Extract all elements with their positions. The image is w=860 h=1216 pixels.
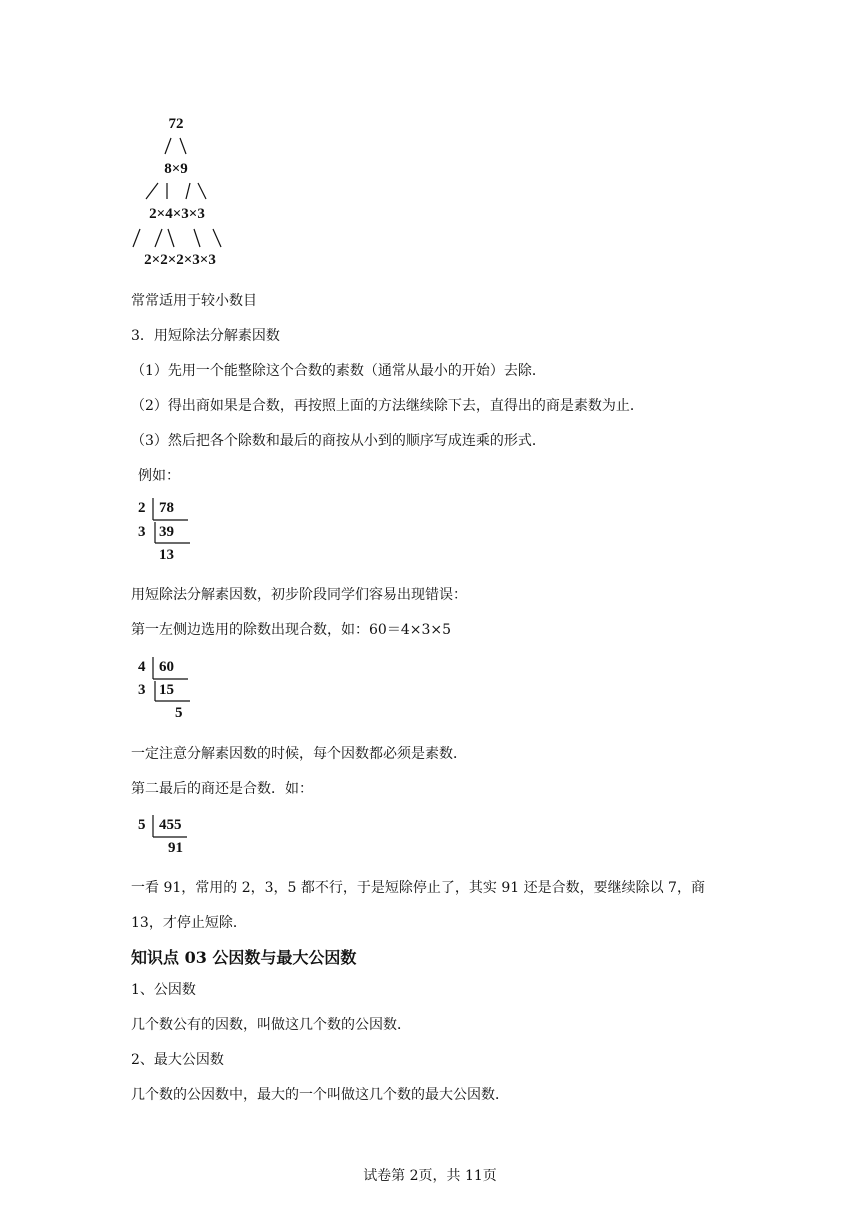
error-1: 第一左侧边选用的除数出现合数，如：60＝4×3×5	[131, 622, 451, 638]
subheading-common-factor: 1、公因数	[131, 982, 196, 998]
tree-level-3: 2×4×3×3	[149, 206, 205, 222]
step-1: （1）先用一个能整除这个合数的素数（通常从最小的开始）去除．	[131, 363, 546, 379]
note-2-line-1: 一看 91，常用的 2，3，5 都不行，于是短除停止了，其实 91 还是合数，要继续除以 7，商	[131, 880, 705, 896]
dividend: 455	[159, 817, 182, 833]
errors-intro: 用短除法分解素因数，初步阶段同学们容易出现错误：	[131, 587, 467, 603]
quotient: 91	[168, 840, 183, 856]
step-3: （3）然后把各个除数和最后的商按从小到的顺序写成连乘的形式．	[131, 433, 546, 449]
divisor: 2	[138, 500, 146, 516]
tree-level-4: 2×2×2×3×3	[144, 252, 216, 268]
error-2: 第二最后的商还是合数．如：	[131, 781, 313, 797]
definition-gcd: 几个数的公因数中，最大的一个叫做这几个数的最大公因数．	[131, 1087, 509, 1103]
subheading-gcd: 2、最大公因数	[131, 1052, 224, 1068]
note-2-line-2: 13，才停止短除．	[131, 915, 247, 931]
quotient: 5	[175, 705, 183, 721]
dividend: 78	[159, 500, 174, 516]
note-1: 一定注意分解素因数的时候，每个因数都必须是素数．	[131, 746, 467, 762]
dividend: 15	[159, 682, 174, 698]
example-label: 例如：	[138, 468, 180, 484]
section3-title: 3．用短除法分解素因数	[131, 328, 280, 344]
dividend: 60	[159, 659, 174, 675]
divisor: 5	[138, 817, 146, 833]
tree-note: 常常适用于较小数目	[131, 293, 257, 309]
tree-level-2: 8×9	[164, 161, 188, 177]
dividend: 39	[159, 524, 174, 540]
quotient: 13	[159, 547, 174, 563]
divisor: 3	[138, 524, 146, 540]
divisor: 3	[138, 682, 146, 698]
knowledge-03-heading: 知识点 03 公因数与最大公因数	[131, 948, 357, 967]
page-footer: 试卷第 2页，共 11页	[363, 1168, 497, 1184]
divisor: 4	[138, 659, 146, 675]
step-2: （2）得出商如果是合数，再按照上面的方法继续除下去，直得出的商是素数为止．	[131, 398, 644, 414]
definition-common-factor: 几个数公有的因数，叫做这几个数的公因数．	[131, 1017, 411, 1033]
tree-level-1: 72	[168, 116, 184, 132]
